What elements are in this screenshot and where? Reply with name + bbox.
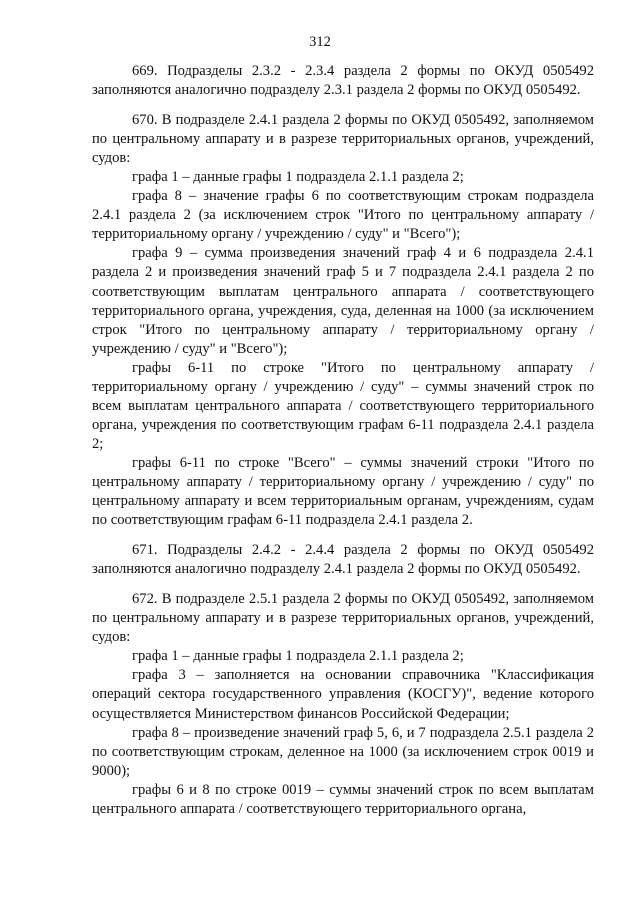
page-number: 312 [309,34,331,50]
paragraph-670-column-1: графа 1 – данные графы 1 подраздела 2.1.1 раздела 2; [132,169,464,186]
paragraph-672-columns-6-8-row-0019: графы 6 и 8 по строке 0019 – суммы значений строк по всем выплатам центрального аппарата / соответствующего территориального органа, [92,781,594,817]
paragraph-670-columns-6-11-subtotal: графы 6-11 по строке "Итого по центральному аппарату / территориальному органу / учреждению / суду" – суммы значений строк по всем выплатам центрального аппарата / соответствующего территориального органа, учреждения по соответствующим графам 6-11 подраздела 2.4.1 раздела 2; [92,359,594,452]
document-body [92,62,594,819]
paragraph-670-column-9: графа 9 – сумма произведения значений граф 4 и 6 подраздела 2.4.1 раздела 2 и произведения значений граф 5 и 7 подраздела 2.4.1 раздела 2 по соответствующим выплатам центрального аппарата / соответствующего территориального органа, учреждения, суда, деленная на 1000 (за исключением строк "Итого по центральному аппарату / территориальному органу / учреждению / суду" и "Всего"); [92,245,594,357]
paragraph-670: 670. В подразделе 2.4.1 раздела 2 формы по ОКУД 0505492, заполняемом по центральному аппарату и в разрезе территориальных органов, учреждений, судов: [92,112,594,167]
paragraph-672-column-3: графа 3 – заполняется на основании справочника "Классификация операций сектора государственного управления (КОСГУ)", ведение которого осуществляется Министерством финансов Российской Федерации; [92,667,594,722]
paragraph-671: 671. Подразделы 2.4.2 - 2.4.4 раздела 2 формы по ОКУД 0505492 заполняются аналогично подразделу 2.4.1 раздела 2 формы по ОКУД 0505492. [92,542,594,578]
paragraph-672-column-1: графа 1 – данные графы 1 подраздела 2.1.1 раздела 2; [132,648,464,665]
paragraph-670-columns-6-11-total: графы 6-11 по строке "Всего" – суммы значений строки "Итого по центральному аппарату / территориальному органу / учреждению / суду" по центральному аппарату и всем территориальным органам, учреждениям, судам по соответствующим графам 6-11 подраздела 2.4.1 раздела 2. [92,454,594,529]
paragraph-672-column-8: графа 8 – произведение значений граф 5, 6, и 7 подраздела 2.5.1 раздела 2 по соответствующим строкам, деленное на 1000 (за исключением строк 0019 и 9000); [92,724,594,779]
paragraph-672: 672. В подразделе 2.5.1 раздела 2 формы по ОКУД 0505492, заполняемом по центральному аппарату и в разрезе территориальных органов, учреждений, судов: [92,591,594,646]
paragraph-669: 669. Подразделы 2.3.2 - 2.3.4 раздела 2 формы по ОКУД 0505492 заполняются аналогично подразделу 2.3.1 раздела 2 формы по ОКУД 0505492. [92,63,594,99]
paragraph-670-column-8: графа 8 – значение графы 6 по соответствующим строкам подраздела 2.4.1 раздела 2 (за исключением строк "Итого по центральному аппарату / территориальному органу / учреждению / суду" и "Всего"); [92,188,594,243]
